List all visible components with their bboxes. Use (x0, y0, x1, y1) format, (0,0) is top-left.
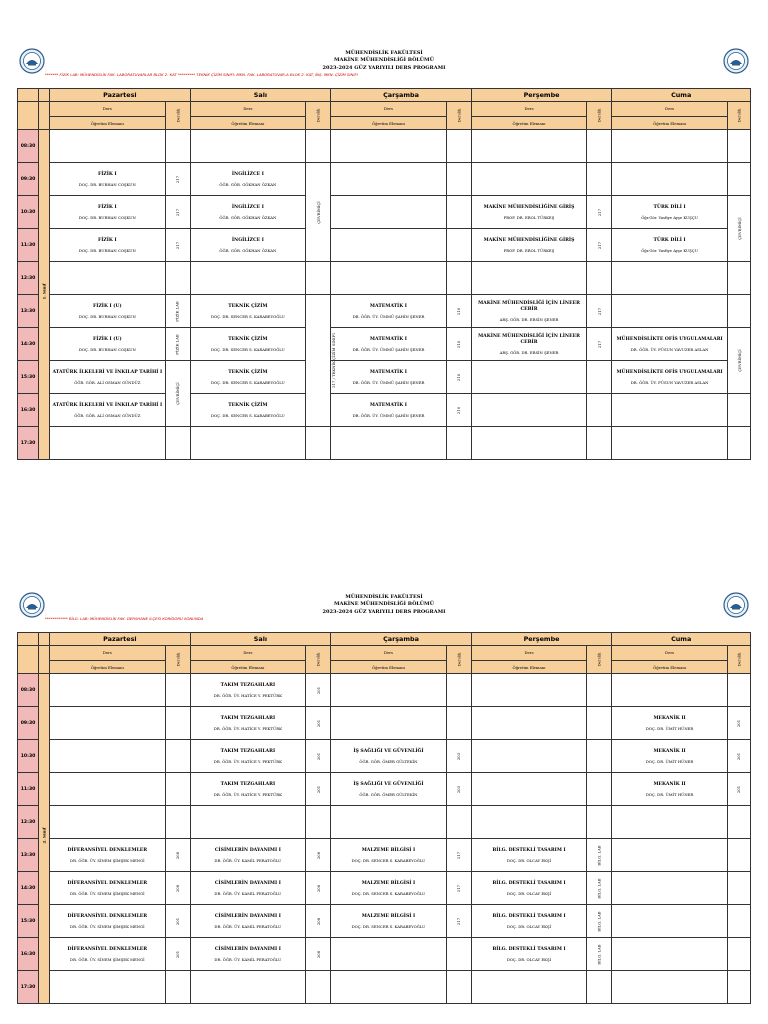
course-cell: BİLG. DESTEKLİ TASARIM I DOÇ. DR. OLCAY EKŞİ (471, 938, 586, 971)
derslik-label: Derslik (456, 108, 462, 123)
course-cell: MAKİNE MÜHENDİSLİĞİNE GİRİŞ PROF. DR. EROL TÜRKEŞ (471, 196, 586, 229)
room-cell: ÇEVRİMİÇİ (306, 163, 331, 262)
day-header-row (18, 633, 751, 646)
program-title: 2023-2024 GÜZ YARIYILI DERS PROGRAMI (322, 64, 446, 71)
course-cell: BİLG. DESTEKLİ TASARIM I DOÇ. DR. OLCAY EKŞİ (471, 905, 586, 938)
room-cell: ÇEVRİMİÇİ (727, 328, 750, 394)
hour-label: 15:30 (18, 905, 39, 938)
course-cell: TÜRK DİLİ I Öğr.Gör. Vasfiye Ayşe KUŞÇU (612, 196, 727, 229)
ogretim-label: Öğretim Elemanı (471, 661, 586, 674)
course-cell: ATATÜRK İLKELERİ VE İNKILAP TARİHİ I ÖĞR. GÖR. ALİ OSMAN GÜNDÜZ (50, 361, 165, 394)
ogretim-label: Öğretim Elemanı (612, 117, 727, 130)
grade-label: 1. Sınıf (39, 130, 50, 460)
room-cell: 210 (446, 295, 471, 328)
course-cell: TAKIM TEZGAHLARI DR. ÖĞR. ÜY. HATİCE Y. PEKTÜRK (190, 674, 305, 707)
room-cell: 217 (587, 295, 612, 328)
course-cell: FİZİK I (U) DOÇ. DR. BURHAN COŞKUN (50, 295, 165, 328)
hour-label: 08:30 (18, 674, 39, 707)
room-cell: 217 (446, 872, 471, 905)
hour-label: 12:30 (18, 806, 39, 839)
hour-label: 11:30 (18, 773, 39, 806)
derslik-label: Derslik (175, 652, 181, 667)
hour-row (18, 427, 751, 460)
day-tuesday: Salı (190, 633, 331, 646)
ogretim-label: Öğretim Elemanı (190, 661, 305, 674)
course-cell: MATEMATİK I DR. ÖĞR. ÜY. ÜMMÜ ŞAHİN ŞENER (331, 328, 446, 361)
ogretim-label: Öğretim Elemanı (50, 117, 165, 130)
hour-row (18, 328, 751, 361)
room-cell: BİLG. LAB (587, 839, 612, 872)
ogretim-label: Öğretim Elemanı (471, 117, 586, 130)
program-title: 2023-2024 GÜZ YARIYILI DERS PROGRAMI (322, 608, 446, 615)
derslik-label: Derslik (456, 652, 462, 667)
hour-row (18, 262, 751, 295)
sub-header-row (18, 646, 751, 661)
hour-label: 13:30 (18, 839, 39, 872)
hour-label: 11:30 (18, 229, 39, 262)
day-wednesday: Çarşamba (331, 633, 472, 646)
course-cell: MALZEME BİLGİSİ I DOÇ. DR. SENCER S. KARABEYOĞLU (331, 839, 446, 872)
department-title: MAKİNE MÜHENDİSLİĞİ BÖLÜMÜ (334, 57, 434, 64)
ogretim-label: Öğretim Elemanı (190, 117, 305, 130)
room-cell: 208 (306, 872, 331, 905)
room-cell: 201 (306, 674, 331, 707)
room-cell: BİLG. LAB (587, 938, 612, 971)
room-cell: 208 (306, 938, 331, 971)
room-cell: 208 (165, 872, 190, 905)
room-cell: 201 (727, 740, 750, 773)
ogretim-label: Öğretim Elemanı (331, 117, 446, 130)
room-cell: 210 (446, 361, 471, 394)
faculty-title: MÜHENDİSLİK FAKÜLTESİ (345, 594, 423, 600)
sheet-header (17, 592, 751, 632)
course-cell: MAKİNE MÜHENDİSLİĞİ İÇİN LİNEER CEBİR ARŞ. GÖR. DR. ERSİN ŞENER (471, 328, 586, 361)
course-cell: İŞ SAĞLIĞI VE GÜVENLİĞİ ÖĞR. GÖR. ÖMER GÜLTEKİN (331, 740, 446, 773)
course-cell: DİFERANSİYEL DENKLEMLER DR. ÖĞR. ÜY. SİNEM ŞİMŞEK MENGİ (50, 905, 165, 938)
course-cell: MEKANİK II DOÇ. DR. ÜMİT HÜNER (612, 740, 727, 773)
hour-label: 10:30 (18, 740, 39, 773)
room-cell: 217 / TEKNİK ÇİZİM SINIFI (306, 295, 331, 427)
course-cell: CİSİMLERİN DAYANIMI I DR. ÖĞR. ÜY. KAMİL FERATOĞLU (190, 872, 305, 905)
grade-label: 2. Sınıf (39, 674, 50, 1004)
course-cell: TAKIM TEZGAHLARI DR. ÖĞR. ÜY. HATİCE Y. PEKTÜRK (190, 740, 305, 773)
course-cell: MATEMATİK I DR. ÖĞR. ÜY. ÜMMÜ ŞAHİN ŞENER (331, 295, 446, 328)
hour-row (18, 773, 751, 806)
hour-label: 14:30 (18, 872, 39, 905)
room-cell: 217 (165, 229, 190, 262)
room-cell: 217 (165, 196, 190, 229)
course-cell: MALZEME BİLGİSİ I DOÇ. DR. SENCER S. KARABEYOĞLU (331, 905, 446, 938)
hour-label: 14:30 (18, 328, 39, 361)
hour-row (18, 938, 751, 971)
room-cell: ÇEVRİMİÇİ (727, 196, 750, 262)
course-cell: İNGİLİZCE I ÖĞR. GÖR. GÖKHAN ÖZKAN (190, 163, 305, 196)
derslik-label: Derslik (175, 108, 181, 123)
derslik-label: Derslik (736, 108, 742, 123)
ders-label: Ders (190, 646, 305, 661)
hour-row (18, 971, 751, 1004)
hour-label: 08:30 (18, 130, 39, 163)
room-cell: 210 (446, 328, 471, 361)
room-cell: 203 (446, 740, 471, 773)
course-cell: ATATÜRK İLKELERİ VE İNKILAP TARİHİ I ÖĞR. GÖR. ALİ OSMAN GÜNDÜZ (50, 394, 165, 427)
ders-label: Ders (471, 646, 586, 661)
course-cell: İNGİLİZCE I ÖĞR. GÖR. GÖKHAN ÖZKAN (190, 229, 305, 262)
room-cell: 217 (446, 839, 471, 872)
room-cell: 201 (306, 740, 331, 773)
hour-label: 13:30 (18, 295, 39, 328)
course-cell: MEKANİK II DOÇ. DR. ÜMİT HÜNER (612, 773, 727, 806)
derslik-label: Derslik (596, 108, 602, 123)
hour-label: 10:30 (18, 196, 39, 229)
timetable (17, 88, 751, 460)
ders-label: Ders (612, 102, 727, 117)
room-cell: BİLG. LAB (587, 872, 612, 905)
course-cell: MÜHENDİSLİKTE OFİS UYGULAMALARI DR. ÖĞR. ÜY. FÜSUN YAVUZER ASLAN (612, 361, 727, 394)
course-cell: CİSİMLERİN DAYANIMI I DR. ÖĞR. ÜY. KAMİL FERATOĞLU (190, 905, 305, 938)
room-cell: FİZİK LAB (165, 328, 190, 361)
course-cell: MAKİNE MÜHENDİSLİĞİ İÇİN LİNEER CEBİR ARŞ. GÖR. DR. ERSİN ŞENER (471, 295, 586, 328)
room-cell: 208 (306, 905, 331, 938)
department-title: MAKİNE MÜHENDİSLİĞİ BÖLÜMÜ (334, 601, 434, 608)
hour-row (18, 806, 751, 839)
course-cell: TAKIM TEZGAHLARI DR. ÖĞR. ÜY. HATİCE Y. PEKTÜRK (190, 707, 305, 740)
course-cell: TEKNİK ÇİZİM DOÇ. DR. SENCER S. KARABEYOĞLU (190, 328, 305, 361)
room-cell: 210 (446, 394, 471, 427)
course-cell: BİLG. DESTEKLİ TASARIM I DOÇ. DR. OLCAY EKŞİ (471, 872, 586, 905)
hour-row (18, 163, 751, 196)
derslik-label: Derslik (315, 108, 321, 123)
day-thursday: Perşembe (471, 89, 612, 102)
day-friday: Cuma (612, 633, 751, 646)
day-friday: Cuma (612, 89, 751, 102)
ders-label: Ders (50, 646, 165, 661)
location-note: ************ BİLG. LAB: MÜHENDİSLİK FAK. DERSHANE İLÇESİ KORİDORU SONUNDA (45, 616, 204, 621)
hour-row (18, 361, 751, 394)
course-cell: DİFERANSİYEL DENKLEMLER DR. ÖĞR. ÜY. SİNEM ŞİMŞEK MENGİ (50, 839, 165, 872)
room-cell: 201 (165, 905, 190, 938)
room-cell: 217 (587, 328, 612, 361)
course-cell: İNGİLİZCE I ÖĞR. GÖR. GÖKHAN ÖZKAN (190, 196, 305, 229)
room-cell: 201 (306, 773, 331, 806)
schedule-sheet-2 (17, 592, 751, 1004)
hour-row (18, 295, 751, 328)
course-cell: MAKİNE MÜHENDİSLİĞİNE GİRİŞ PROF. DR. EROL TÜRKEŞ (471, 229, 586, 262)
hour-label: 09:30 (18, 707, 39, 740)
room-cell: 201 (306, 707, 331, 740)
room-cell: FİZİK LAB (165, 295, 190, 328)
ogretim-label: Öğretim Elemanı (50, 661, 165, 674)
schedule-sheet-1 (17, 48, 751, 460)
hour-label: 17:30 (18, 427, 39, 460)
hour-row (18, 130, 751, 163)
ogretim-label: Öğretim Elemanı (612, 661, 727, 674)
course-cell: BİLG. DESTEKLİ TASARIM I DOÇ. DR. OLCAY EKŞİ (471, 839, 586, 872)
sub-header-row (18, 102, 751, 117)
day-wednesday: Çarşamba (331, 89, 472, 102)
hour-label: 17:30 (18, 971, 39, 1004)
day-monday: Pazartesi (50, 89, 191, 102)
course-cell: MÜHENDİSLİKTE OFİS UYGULAMALARI DR. ÖĞR. ÜY. FÜSUN YAVUZER ASLAN (612, 328, 727, 361)
hour-row (18, 707, 751, 740)
room-cell: 203 (446, 773, 471, 806)
location-note: ******* FİZİK LAB: MÜHENDİSLİK FAK. LABORATUVARLAR BLOK 2. KAT ********* TEKNİK ÇİZİM SINIFI: MKN. FAK. LABORATUVAR-A BLOK 2. KAT, İNŞ. MKN. ÇİZİM SINIFI (45, 72, 358, 77)
course-cell: TAKIM TEZGAHLARI DR. ÖĞR. ÜY. HATİCE Y. PEKTÜRK (190, 773, 305, 806)
hour-row (18, 872, 751, 905)
timetable (17, 632, 751, 1004)
room-cell: ÇEVRİMİÇİ (165, 361, 190, 427)
course-cell: FİZİK I DOÇ. DR. BURHAN COŞKUN (50, 229, 165, 262)
derslik-label: Derslik (315, 652, 321, 667)
course-cell: MALZEME BİLGİSİ I DOÇ. DR. SENCER S. KARABEYOĞLU (331, 872, 446, 905)
hour-row (18, 674, 751, 707)
course-cell: MATEMATİK I DR. ÖĞR. ÜY. ÜMMÜ ŞAHİN ŞENER (331, 361, 446, 394)
ogretim-label: Öğretim Elemanı (331, 661, 446, 674)
room-cell: 208 (306, 839, 331, 872)
room-cell: 217 (587, 196, 612, 229)
course-cell: MATEMATİK I DR. ÖĞR. ÜY. ÜMMÜ ŞAHİN ŞENER (331, 394, 446, 427)
course-cell: TEKNİK ÇİZİM DOÇ. DR. SENCER S. KARABEYOĞLU (190, 295, 305, 328)
hour-label: 12:30 (18, 262, 39, 295)
derslik-label: Derslik (596, 652, 602, 667)
room-cell: 217 (165, 163, 190, 196)
hour-label: 09:30 (18, 163, 39, 196)
room-cell: 208 (165, 839, 190, 872)
sheet-header (17, 48, 751, 88)
ders-label: Ders (331, 102, 446, 117)
hour-row (18, 394, 751, 427)
sheet-titles (17, 50, 751, 72)
room-cell: 217 (446, 905, 471, 938)
hour-label: 16:30 (18, 394, 39, 427)
room-cell: BİLG. LAB (587, 905, 612, 938)
day-thursday: Perşembe (471, 633, 612, 646)
course-cell: CİSİMLERİN DAYANIMI I DR. ÖĞR. ÜY. KAMİL FERATOĞLU (190, 839, 305, 872)
ders-label: Ders (331, 646, 446, 661)
hour-label: 16:30 (18, 938, 39, 971)
derslik-label: Derslik (736, 652, 742, 667)
hour-row (18, 740, 751, 773)
course-cell: TEKNİK ÇİZİM DOÇ. DR. SENCER S. KARABEYOĞLU (190, 394, 305, 427)
room-cell: 201 (727, 773, 750, 806)
room-cell: 217 (587, 229, 612, 262)
hour-label: 15:30 (18, 361, 39, 394)
course-cell: İŞ SAĞLIĞI VE GÜVENLİĞİ ÖĞR. GÖR. ÖMER GÜLTEKİN (331, 773, 446, 806)
ders-label: Ders (50, 102, 165, 117)
ders-label: Ders (612, 646, 727, 661)
hour-row (18, 229, 751, 262)
hour-row (18, 839, 751, 872)
course-cell: FİZİK I (U) DOÇ. DR. BURHAN COŞKUN (50, 328, 165, 361)
day-header-row (18, 89, 751, 102)
ders-label: Ders (190, 102, 305, 117)
course-cell: DİFERANSİYEL DENKLEMLER DR. ÖĞR. ÜY. SİNEM ŞİMŞEK MENGİ (50, 938, 165, 971)
ders-label: Ders (471, 102, 586, 117)
faculty-title: MÜHENDİSLİK FAKÜLTESİ (345, 50, 423, 56)
room-cell: 201 (727, 707, 750, 740)
hour-row (18, 905, 751, 938)
sheet-titles (17, 594, 751, 616)
course-cell: CİSİMLERİN DAYANIMI I DR. ÖĞR. ÜY. KAMİL FERATOĞLU (190, 938, 305, 971)
hour-row (18, 196, 751, 229)
course-cell: MEKANİK II DOÇ. DR. ÜMİT HÜNER (612, 707, 727, 740)
course-cell: TÜRK DİLİ I Öğr.Gör. Vasfiye Ayşe KUŞÇU (612, 229, 727, 262)
course-cell: TEKNİK ÇİZİM DOÇ. DR. SENCER S. KARABEYOĞLU (190, 361, 305, 394)
day-tuesday: Salı (190, 89, 331, 102)
room-cell: 201 (165, 938, 190, 971)
course-cell: FİZİK I DOÇ. DR. BURHAN COŞKUN (50, 163, 165, 196)
course-cell: DİFERANSİYEL DENKLEMLER DR. ÖĞR. ÜY. SİNEM ŞİMŞEK MENGİ (50, 872, 165, 905)
day-monday: Pazartesi (50, 633, 191, 646)
course-cell: FİZİK I DOÇ. DR. BURHAN COŞKUN (50, 196, 165, 229)
